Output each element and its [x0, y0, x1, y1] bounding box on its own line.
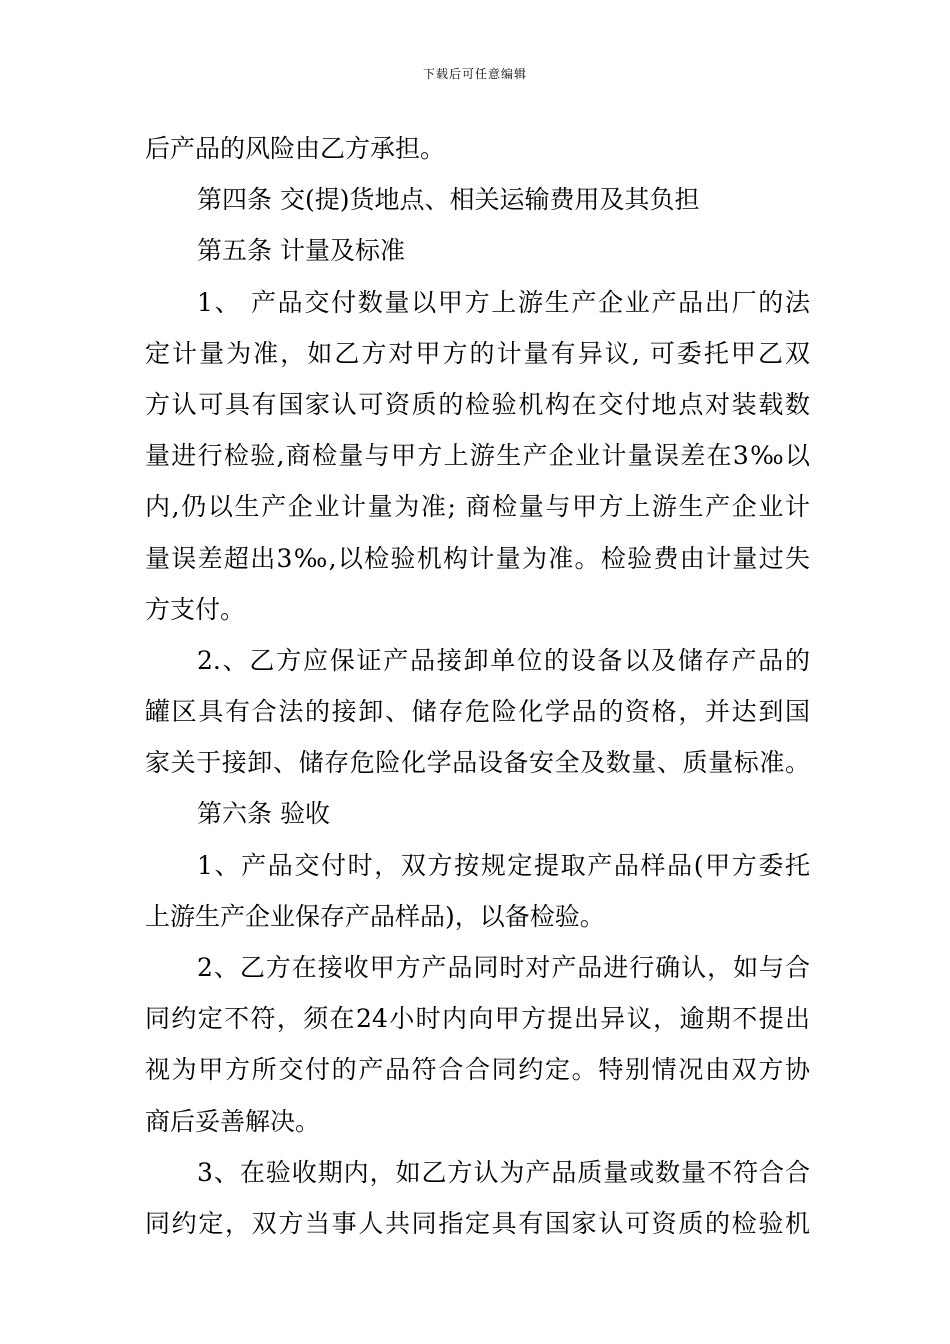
- text-line: 后产品的风险由乙方承担。: [145, 134, 446, 163]
- text-line: 罐区具有合法的接卸、储存危险化学品的资格，并达到国: [145, 697, 810, 727]
- text-line: 量误差超出3‰,以检验机构计量为准。检验费由计量过失: [145, 543, 810, 573]
- text-line: 1、产品交付时，双方按规定提取产品样品(甲方委托: [197, 850, 810, 880]
- text-line: 第五条 计量及标准: [197, 236, 405, 266]
- text-line: 内,仍以生产企业计量为准; 商检量与甲方上游生产企业计: [145, 492, 810, 522]
- text-line: 1、 产品交付数量以甲方上游生产企业产品出厂的法: [197, 287, 810, 317]
- text-line: 同约定，双方当事人共同指定具有国家认可资质的检验机: [145, 1208, 810, 1238]
- text-line: 2.、乙方应保证产品接卸单位的设备以及储存产品的: [197, 645, 810, 675]
- text-line: 商后妥善解决。: [145, 1106, 321, 1136]
- text-line: 定计量为准，如乙方对甲方的计量有异议, 可委托甲乙双: [145, 338, 810, 368]
- text-line: 第六条 验收: [197, 799, 330, 829]
- text-line: 量进行检验,商检量与甲方上游生产企业计量误差在3‰以: [145, 441, 810, 471]
- document-body: [145, 123, 810, 1249]
- page-header: 下载后可任意编辑: [422, 67, 527, 81]
- text-line: 第四条 交(提)货地点、相关运输费用及其负担: [197, 185, 700, 215]
- text-line: 视为甲方所交付的产品符合合同约定。特别情况由双方协: [145, 1055, 810, 1085]
- text-line: 上游生产企业保存产品样品)，以备检验。: [145, 901, 605, 931]
- text-line: 方认可具有国家认可资质的检验机构在交付地点对装载数: [145, 389, 810, 419]
- text-line: 同约定不符，须在24小时内向甲方提出异议，逾期不提出: [145, 1004, 810, 1034]
- text-line: 2、乙方在接收甲方产品同时对产品进行确认，如与合: [197, 953, 810, 982]
- text-line: 家关于接卸、储存危险化学品设备安全及数量、质量标准。: [145, 748, 810, 778]
- text-line: 3、在验收期内，如乙方认为产品质量或数量不符合合: [197, 1157, 810, 1187]
- text-line: 方支付。: [145, 594, 246, 624]
